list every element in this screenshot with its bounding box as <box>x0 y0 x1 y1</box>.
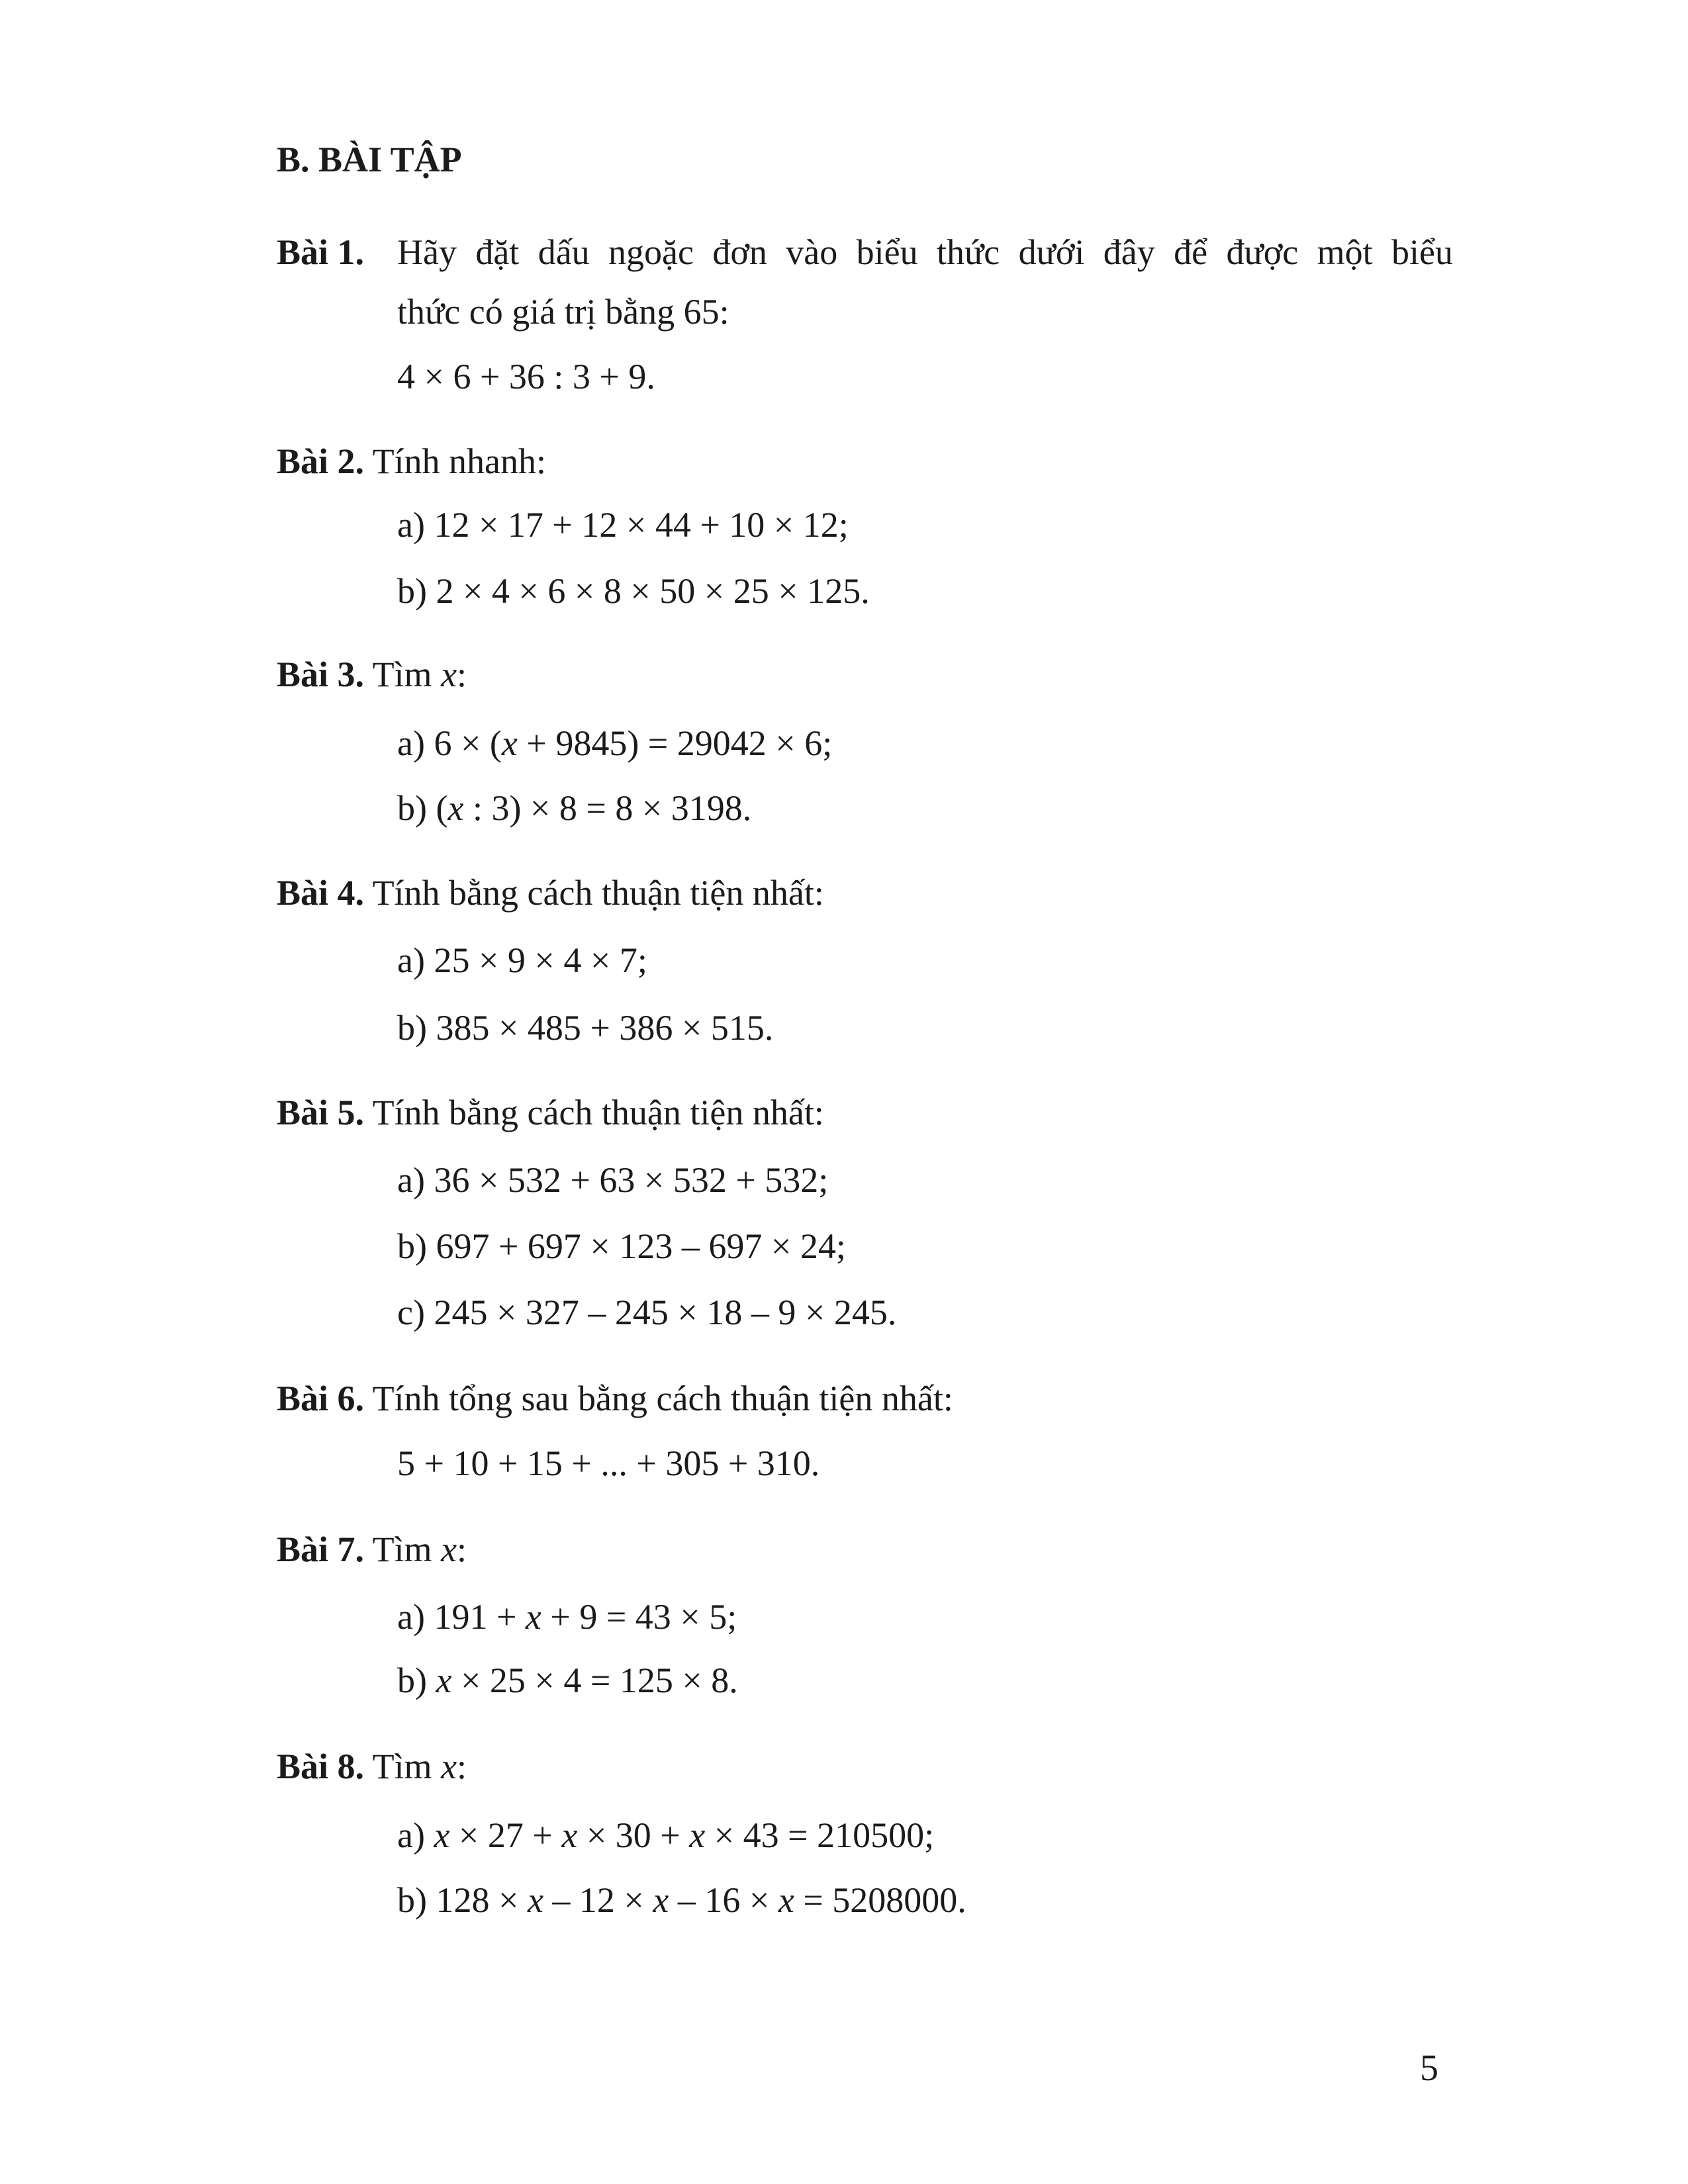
exercise-label: Bài 4. <box>277 873 365 913</box>
exercise-4 <box>277 870 824 916</box>
exercise-prompt: Tính bằng cách thuận tiện nhất: <box>372 1093 824 1132</box>
exercise-2-item-a: a) 12 × 17 + 12 × 44 + 10 × 12; <box>397 505 849 545</box>
exercise-prompt: Tính nhanh: <box>372 441 547 481</box>
exercise-label: Bài 8. <box>277 1747 365 1786</box>
exercise-5 <box>277 1089 824 1136</box>
exercise-1-prompt-line-2: thức có giá trị bằng 65: <box>397 292 729 332</box>
exercise-3 <box>277 651 467 698</box>
exercise-7 <box>277 1526 467 1572</box>
exercise-1-prompt-line-1: Hãy đặt dấu ngoặc đơn vào biểu thức dưới đây để được một biểu <box>397 232 1453 272</box>
exercise-prompt: Tìm x: <box>372 655 467 694</box>
exercise-2 <box>277 438 546 484</box>
exercise-prompt: Tìm x: <box>372 1747 467 1786</box>
exercise-7-item-a: a) 191 + x + 9 = 43 × 5; <box>397 1597 737 1637</box>
exercise-3-item-b: b) (x : 3) × 8 = 8 × 3198. <box>397 788 752 828</box>
exercise-prompt: Tính bằng cách thuận tiện nhất: <box>372 873 824 913</box>
exercise-1 <box>277 229 364 275</box>
exercise-6 <box>277 1375 953 1422</box>
exercise-label: Bài 5. <box>277 1093 365 1132</box>
exercise-2-item-b: b) 2 × 4 × 6 × 8 × 50 × 25 × 125. <box>397 571 870 611</box>
section-title: B. BÀI TẬP <box>277 140 462 179</box>
exercise-1-item-1: 4 × 6 + 36 : 3 + 9. <box>397 357 655 396</box>
exercise-5-item-b: b) 697 + 697 × 123 – 697 × 24; <box>397 1226 846 1266</box>
exercise-6-item-1: 5 + 10 + 15 + ... + 305 + 310. <box>397 1443 820 1483</box>
exercise-8-item-b: b) 128 × x – 12 × x – 16 × x = 5208000. <box>397 1880 966 1920</box>
exercise-5-item-c: c) 245 × 327 – 245 × 18 – 9 × 245. <box>397 1293 897 1332</box>
exercise-prompt: Tìm x: <box>372 1529 467 1569</box>
exercise-label: Bài 1. <box>277 232 365 272</box>
exercise-7-item-b: b) x × 25 × 4 = 125 × 8. <box>397 1661 738 1700</box>
exercise-5-item-a: a) 36 × 532 + 63 × 532 + 532; <box>397 1160 829 1200</box>
exercise-prompt: Tính tổng sau bằng cách thuận tiện nhất: <box>372 1379 953 1418</box>
exercise-4-item-a: a) 25 × 9 × 4 × 7; <box>397 940 647 980</box>
exercise-3-item-a: a) 6 × (x + 9845) = 29042 × 6; <box>397 723 833 763</box>
exercise-4-item-b: b) 385 × 485 + 386 × 515. <box>397 1008 774 1048</box>
exercise-label: Bài 7. <box>277 1529 365 1569</box>
exercise-8-item-a: a) x × 27 + x × 30 + x × 43 = 210500; <box>397 1815 935 1855</box>
exercise-8 <box>277 1743 467 1790</box>
exercise-label: Bài 2. <box>277 441 365 481</box>
page-number: 5 <box>1420 2048 1438 2089</box>
exercise-label: Bài 3. <box>277 655 365 694</box>
exercise-label: Bài 6. <box>277 1379 365 1418</box>
